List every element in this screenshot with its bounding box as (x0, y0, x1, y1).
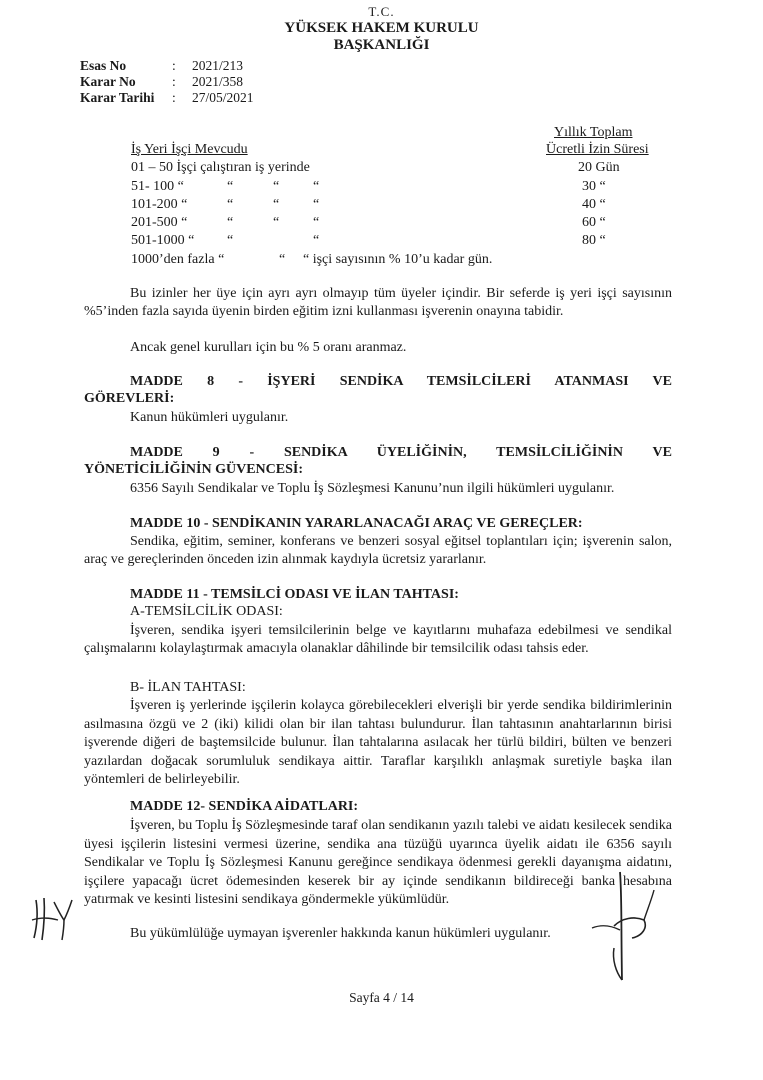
madde9-title-cont: YÖNETİCİLİĞİNİN GÜVENCESİ: (84, 462, 303, 477)
table-col2-header-line1: Yıllık Toplam (554, 125, 633, 140)
ditto-mark: “ (227, 233, 234, 248)
table-row (131, 214, 331, 231)
table-row-days: 60 “ (582, 215, 606, 230)
ditto-mark: “ (313, 179, 320, 194)
meta-esas-no: Esas No : 2021/213 (80, 58, 244, 73)
ditto-mark: “ (313, 197, 320, 212)
madde8-title: MADDE 8 - İŞYERİ SENDİKA TEMSİLCİLERİ ATANMASI VE (130, 374, 672, 389)
madde9-title: MADDE 9 - SENDİKA ÜYELİĞİNİN, TEMSİLCİLİĞİNİN VE (130, 445, 672, 460)
madde10-title: MADDE 10 - SENDİKANIN YARARLANACAĞI ARAÇ VE GEREÇLER: (130, 516, 583, 531)
ditto-mark: “ (279, 252, 286, 267)
meta-value: 27/05/2021 (192, 90, 254, 105)
header-presidency: BAŞKANLIĞI (333, 37, 430, 53)
table-row-last (131, 251, 531, 268)
meta-karar-tarihi: Karar Tarihi : 27/05/2021 (80, 90, 254, 105)
madde11-sub-a: A-TEMSİLCİLİK ODASI: (130, 604, 283, 619)
table-row (131, 232, 331, 249)
table-row-days: 20 Gün (578, 160, 620, 175)
ditto-mark: “ (227, 179, 234, 194)
madde12-body-2: Bu yükümlülüğe uymayan işverenler hakkında kanun hükümleri uygulanır. (130, 926, 551, 941)
paragraph-genel-kurul: Ancak genel kurulları için bu % 5 oranı aranmaz. (130, 340, 407, 355)
table-row-range: 1000’den fazla “ (131, 252, 225, 267)
handwritten-signature (582, 868, 667, 988)
madde8-body: Kanun hükümleri uygulanır. (130, 410, 289, 425)
madde12-body: İşveren, bu Toplu İş Sözleşmesinde taraf olan sendikanın yazılı talebi ve aidatı kesilecek sendika üyesi işçilerin listesini vermesi üzerine, sendika ana tüzüğü uyarınca üyelik aidatı ile 6356 sayılı Sendikalar ve Toplu İş Sözleşmesi Kanunu gereğince sendikaya ödenmesi gerekli dayanışma aidatını, işçilere yapacağı ücret ödemesinden keserek bir ay içinde sendikanın bildireceği banka hesabına yatırmak ve kesinti listesini sendikaya göndermekle yükümlüdür. (84, 818, 672, 908)
meta-value: 2021/358 (192, 74, 244, 89)
table-col1-header: İş Yeri İşçi Mevcudu (131, 142, 248, 157)
madde10-body: Sendika, eğitim, seminer, konferans ve benzeri sosyal eğitsel toplantıları için; işverenin salon, araç ve gereçlerinden önceden izin alınmak kaydıyla ücretsiz yararlanır. (84, 534, 672, 567)
ditto-mark: “ (227, 197, 234, 212)
table-row-range: 01 – 50 İşçi çalıştıran iş yerinde (131, 160, 310, 175)
table-row (131, 178, 331, 195)
madde8-title-cont: GÖREVLERİ: (84, 391, 175, 406)
handwritten-initials-signature (28, 890, 78, 946)
ditto-mark: “ (273, 179, 280, 194)
meta-label: Esas No (80, 58, 127, 73)
madde9-body: 6356 Sayılı Sendikalar ve Toplu İş Sözleşmesi Kanunu’nun ilgili hükümleri uygulanır. (130, 481, 615, 496)
ditto-mark: “ (273, 215, 280, 230)
table-row-days: “ işçi sayısının % 10’u kadar gün. (303, 252, 493, 267)
table-row-range: 201-500 “ (131, 215, 188, 230)
page-number: Sayfa 4 / 14 (349, 990, 414, 1005)
madde11-title: MADDE 11 - TEMSİLCİ ODASI VE İLAN TAHTASI: (130, 587, 459, 602)
meta-value: 2021/213 (192, 58, 244, 73)
table-row-range: 501-1000 “ (131, 233, 195, 248)
table-row-days: 80 “ (582, 233, 606, 248)
header-tc: T.C. (368, 4, 395, 19)
table-row-range: 101-200 “ (131, 197, 188, 212)
paragraph-eğitim-izni: Bu izinler her üye için ayrı ayrı olmayıp tüm üyeler içindir. Bir seferde iş yeri işçi sayısının %5’inden fazla sayıda üyenin birden eğitim izni kullanması işverenin onayına tabidir. (84, 286, 672, 319)
table-row-days: 40 “ (582, 197, 606, 212)
table-row (131, 196, 331, 213)
header-court-name: YÜKSEK HAKEM KURULU (284, 20, 479, 36)
madde11-sub-b: B- İLAN TAHTASI: (130, 680, 246, 695)
ditto-mark: “ (273, 197, 280, 212)
madde12-title: MADDE 12- SENDİKA AİDATLARI: (130, 799, 359, 814)
table-row-days: 30 “ (582, 179, 606, 194)
ditto-mark: “ (227, 215, 234, 230)
table-col2-header-line2: Ücretli İzin Süresi (546, 142, 649, 157)
madde11-body-b: İşveren iş yerlerinde işçilerin kolayca görebilecekleri elverişli bir yerde sendika bildirimlerinin asılmasına özgü ve 2 (iki) kilidi olan bir ilan tahtası bulundurur. İlan tahtasının anahtarlarının birisi işverende diğeri de baştemsilcide bulunur. İlan tahtalarına asılacak her türlü bildiri, bülten ve benzeri yazılardan doğacak sorumluluk sendikaya aittir. Taraflar karşılıklı anlaşmak suretiyle başka ilan yöntemleri de belirleyebilir. (84, 698, 672, 787)
table-row-range: 51- 100 “ (131, 179, 184, 194)
meta-label: Karar No (80, 74, 136, 89)
madde11-body-a: İşveren, sendika işyeri temsilcilerinin belge ve kayıtlarını muhafaza edebilmesi ve sendikal çalışmalarını kolaylaştırmak amacıyla olanaklar dâhilinde bir temsilcilik odası tahsis eder. (84, 623, 672, 656)
ditto-mark: “ (313, 215, 320, 230)
meta-label: Karar Tarihi (80, 90, 155, 105)
ditto-mark: “ (313, 233, 320, 248)
meta-karar-no: Karar No : 2021/358 (80, 74, 244, 89)
